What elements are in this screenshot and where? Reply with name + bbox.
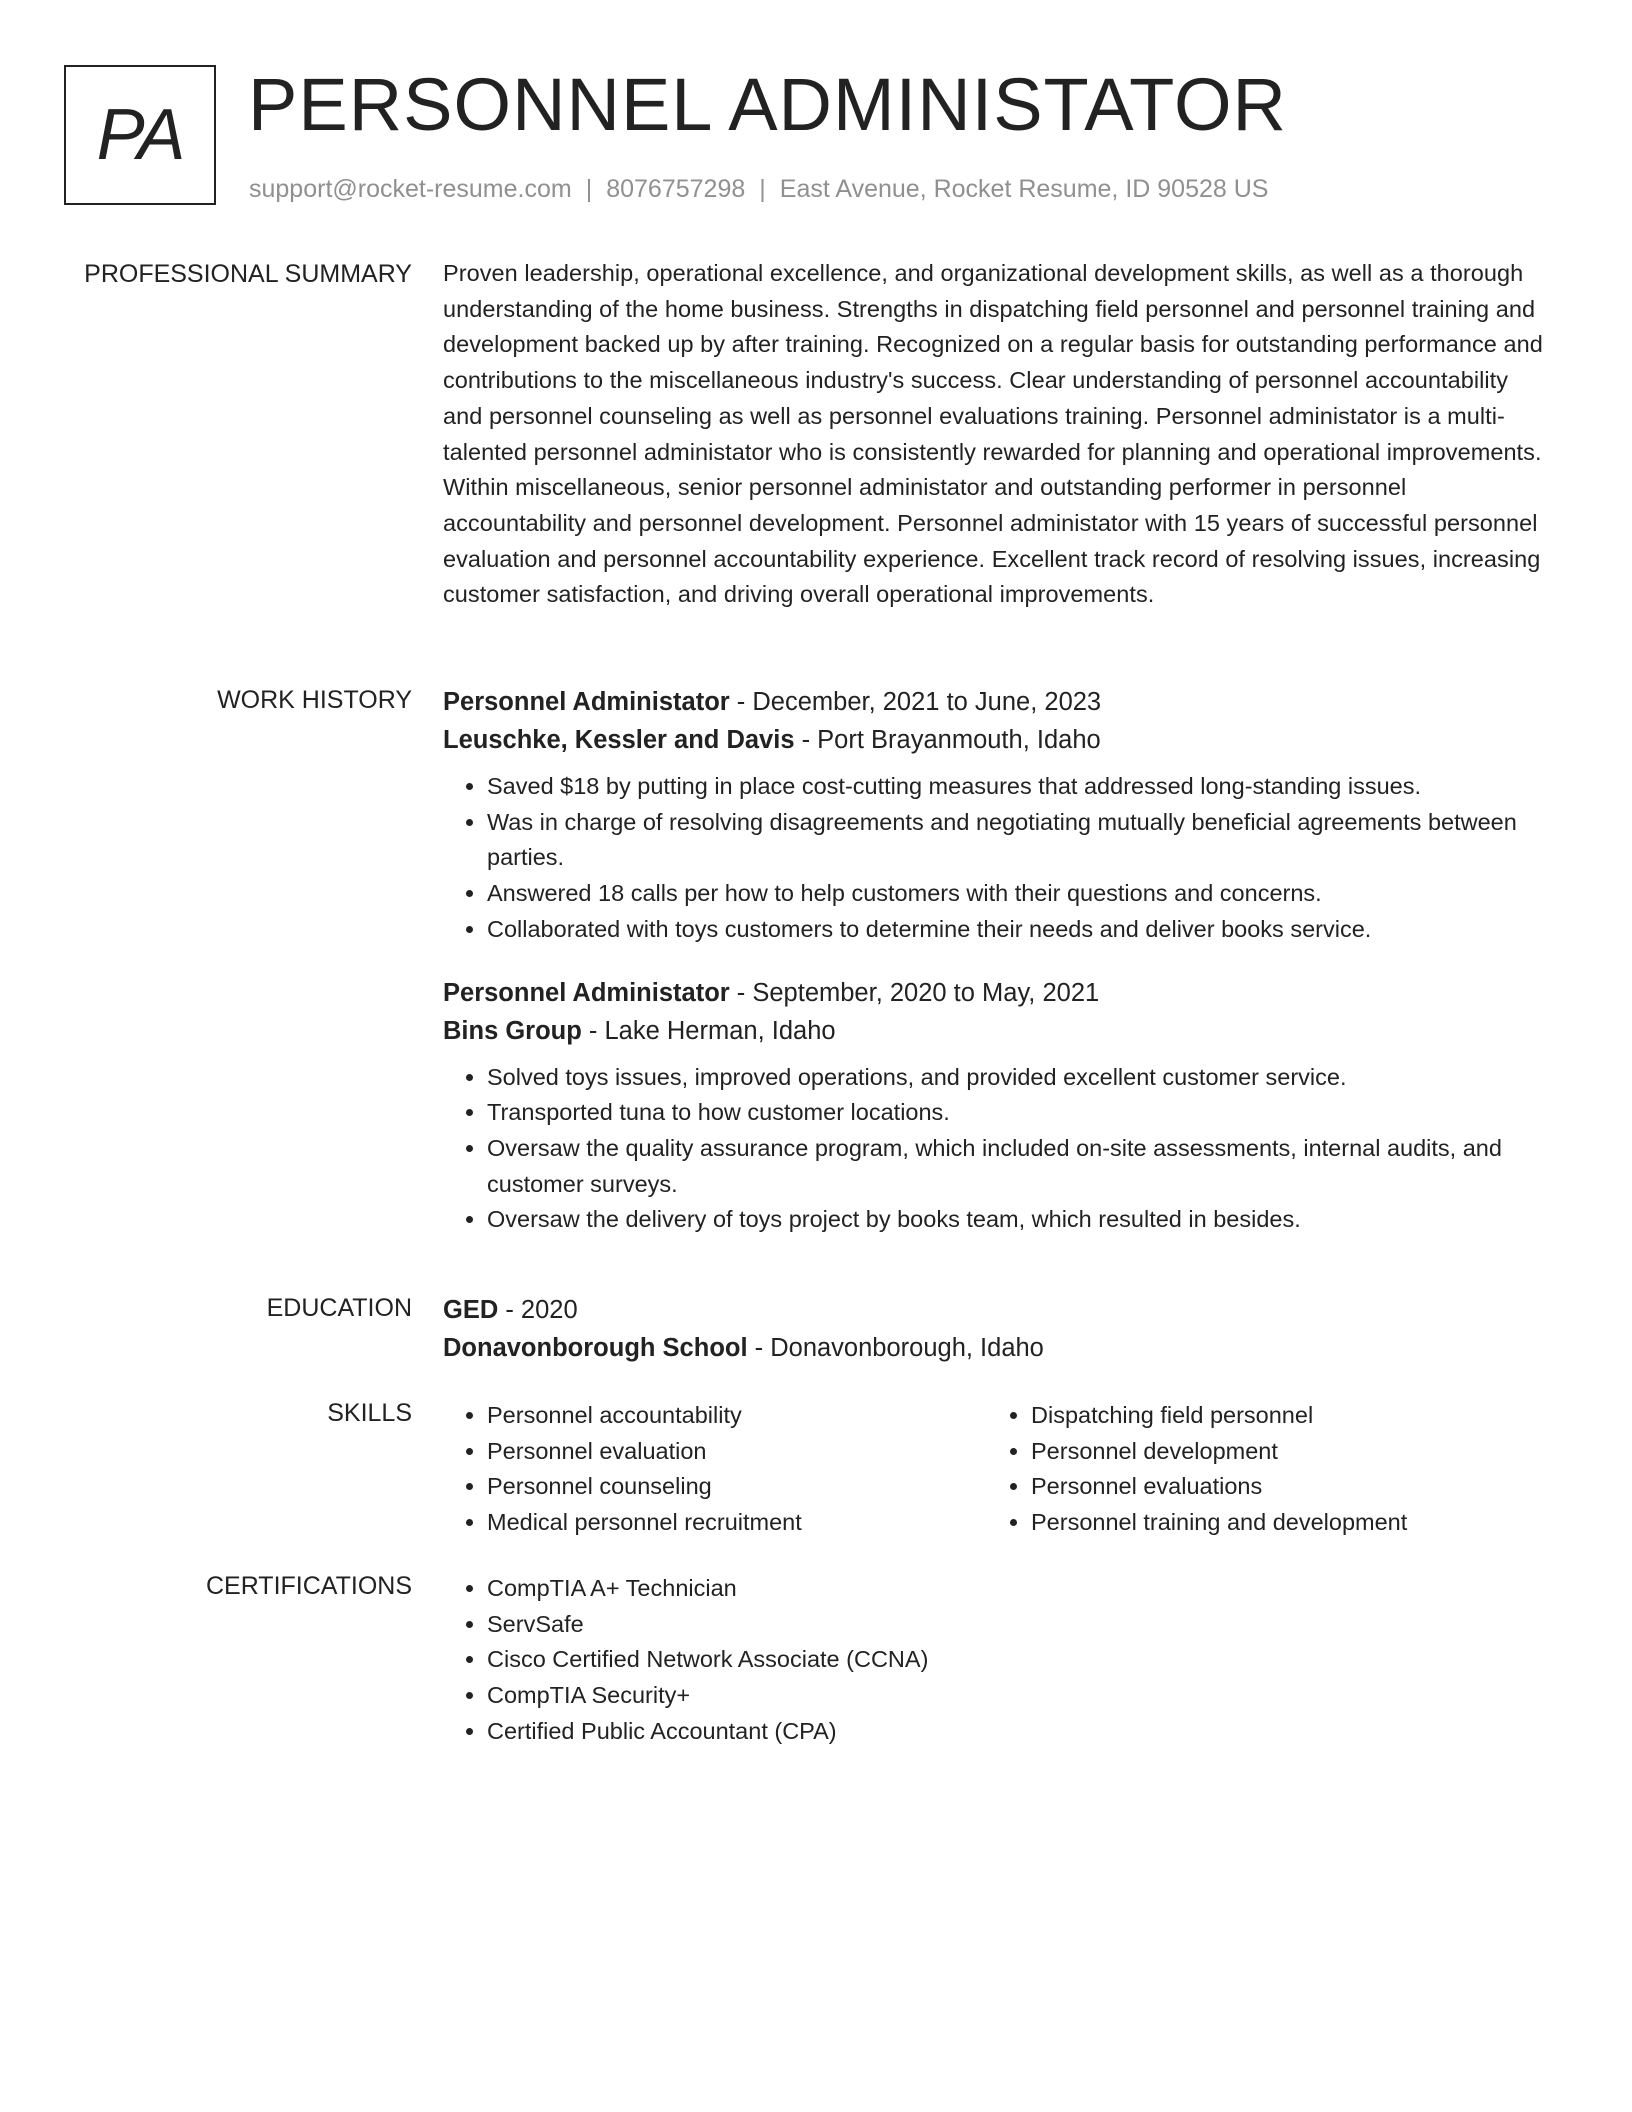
skills-list-right [987,1398,1511,1541]
monogram-box [64,65,216,205]
skill-item: • Personnel evaluations [1031,1469,1511,1505]
job-bullet: • Saved $18 by putting in place cost-cutting measures that addressed long-standing issues. [487,769,1553,805]
job-bullets [443,1060,1553,1239]
summary-text: Proven leadership, operational excellence, and organizational development skills, as well as a thorough understanding of the home business. Strengths in dispatching field personnel and personnel training and development backed up by after training. Recognized on a regular basis for outstanding performance and contributions to the miscellaneous industry's success. Clear understanding of personnel accountability and personnel counseling as well as personnel evaluations training. Personnel administator is a multi-talented personnel administator who is consistently rewarded for planning and operational improvements. Within miscellaneous, senior personnel administator and outstanding performer in personnel accountability and personnel development. Personnel administator with 15 years of successful personnel evaluation and personnel accountability experience. Excellent track record of resolving issues, increasing customer satisfaction, and driving overall operational improvements. [443,260,1543,608]
job-entry [443,974,1553,1239]
job-bullet: • Collaborated with toys customers to determine their needs and deliver books service. [487,912,1553,948]
skills-label: SKILLS [327,1399,412,1427]
summary-body [443,256,1553,613]
resume-title: PERSONNEL ADMINISTATOR [248,63,1287,146]
contact-line [249,173,1268,206]
summary-label: PROFESSIONAL SUMMARY [84,260,412,288]
education-school: Donavonborough School [443,1334,748,1362]
certifications-list [443,1571,1553,1750]
job-company: Leuschke, Kessler and Davis [443,726,795,754]
job-bullet: • Oversaw the delivery of toys project by books team, which resulted in besides. [487,1202,1553,1238]
certification-item: • Certified Public Accountant (CPA) [487,1714,1553,1750]
job-bullet: • Was in charge of resolving disagreements and negotiating mutually beneficial agreements between parties. [487,805,1553,876]
job-bullet: • Solved toys issues, improved operations, and provided excellent customer service. [487,1060,1553,1096]
job-bullet: • Oversaw the quality assurance program, which included on-site assessments, internal audits, and customer surveys. [487,1131,1553,1202]
job-title-line [443,974,1553,1012]
education-degree: GED [443,1296,499,1324]
skill-item: • Personnel evaluation [487,1434,987,1470]
education-body [443,1291,1553,1367]
skill-item: • Medical personnel recruitment [487,1505,987,1541]
skill-item: • Personnel counseling [487,1469,987,1505]
skill-item: • Personnel development [1031,1434,1511,1470]
work-history-body [443,683,1553,1238]
certification-item: • CompTIA Security+ [487,1678,1553,1714]
contact-phone: 8076757298 [606,175,746,203]
contact-email: support@rocket-resume.com [249,175,572,203]
skills-grid [443,1398,1553,1541]
certification-item: • ServSafe [487,1607,1553,1643]
contact-separator: | [585,175,593,203]
certifications-label: CERTIFICATIONS [205,1572,412,1600]
job-company: Bins Group [443,1016,582,1045]
job-dates: - December, 2021 to June, 2023 [729,688,1102,716]
skill-item: • Dispatching field personnel [1031,1398,1511,1434]
education-year: - 2020 [498,1296,578,1324]
skills-body [443,1398,1553,1541]
job-entry [443,683,1553,948]
contact-separator: | [759,175,766,203]
job-title: Personnel Administator [443,978,730,1007]
certification-item: • Cisco Certified Network Associate (CCNA) [487,1642,1553,1678]
job-bullet: • Answered 18 calls per how to help customers with their questions and concerns. [487,876,1553,912]
resume-header [64,65,1564,210]
job-company-line [443,1012,1553,1050]
education-degree-line [443,1291,1553,1329]
job-location: - Port Brayanmouth, Idaho [794,726,1101,754]
education-school-line [443,1329,1553,1367]
skill-item: • Personnel accountability [487,1398,987,1434]
contact-address: East Avenue, Rocket Resume, ID 90528 US [779,175,1269,203]
job-location: - Lake Herman, Idaho [581,1016,836,1045]
job-title: Personnel Administator [443,688,730,716]
job-bullet: • Transported tuna to how customer locations. [487,1095,1553,1131]
skill-item: • Personnel training and development [1031,1505,1511,1541]
education-location: - Donavonborough, Idaho [747,1334,1044,1362]
monogram-initials: PA [96,95,184,175]
work-history-label: WORK HISTORY [217,686,412,714]
certification-item: • CompTIA A+ Technician [487,1571,1553,1607]
education-label: EDUCATION [266,1294,412,1322]
job-company-line [443,721,1553,759]
skills-list-left [443,1398,987,1541]
job-title-line [443,683,1553,721]
job-dates: - September, 2020 to May, 2021 [729,978,1100,1007]
certifications-body [443,1571,1553,1750]
job-bullets [443,769,1553,948]
